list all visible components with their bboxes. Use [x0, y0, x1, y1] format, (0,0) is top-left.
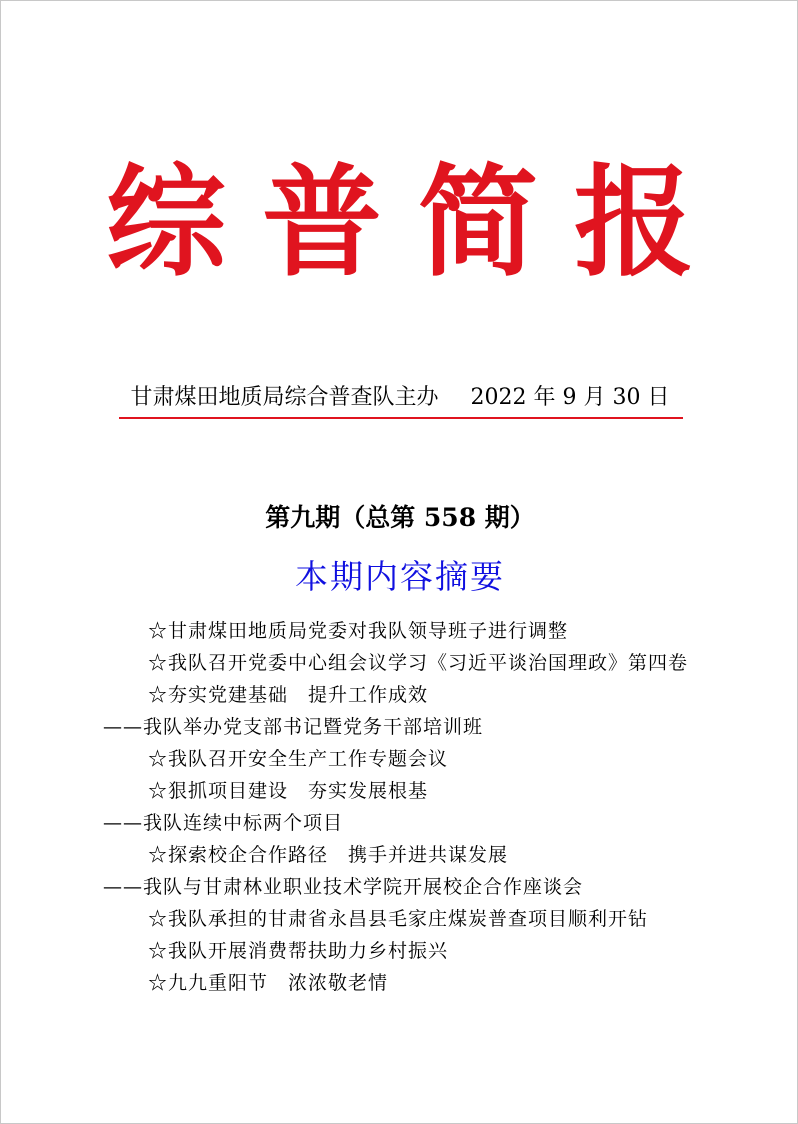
- contents-list: [103, 615, 743, 999]
- red-divider: [119, 417, 683, 419]
- contents-item: ☆探索校企合作路径 携手并进共谋发展: [148, 844, 509, 866]
- contents-item: ☆狠抓项目建设 夯实发展根基: [148, 780, 429, 802]
- contents-subtitle: ——我队与甘肃林业职业技术学院开展校企合作座谈会: [103, 876, 584, 898]
- issue-number: 第九期（总第 558 期）: [265, 503, 535, 532]
- contents-item: ☆九九重阳节 浓浓敬老情: [148, 972, 389, 994]
- sponsor-date-line: [1, 382, 798, 414]
- contents-item: ☆我队召开安全生产工作专题会议: [148, 748, 449, 770]
- contents-item: ☆我队开展消费帮扶助力乡村振兴: [148, 940, 449, 962]
- contents-item: ☆我队承担的甘肃省永昌县毛家庄煤炭普查项目顺利开钻: [148, 908, 649, 930]
- contents-subtitle: ——我队举办党支部书记暨党务干部培训班: [103, 716, 484, 738]
- issue-date: 2022 年 9 月 30 日: [470, 385, 670, 410]
- summary-heading: 本期内容摘要: [295, 557, 505, 596]
- masthead-title: 综普简报: [106, 152, 730, 293]
- sponsor-text: 甘肃煤田地质局综合普查队主办: [130, 385, 439, 410]
- contents-subtitle: ——我队连续中标两个项目: [103, 812, 344, 834]
- contents-item: ☆夯实党建基础 提升工作成效: [148, 684, 429, 706]
- contents-item: ☆我队召开党委中心组会议学习《习近平谈治国理政》第四卷: [148, 652, 689, 674]
- contents-item: ☆甘肃煤田地质局党委对我队领导班子进行调整: [148, 620, 569, 642]
